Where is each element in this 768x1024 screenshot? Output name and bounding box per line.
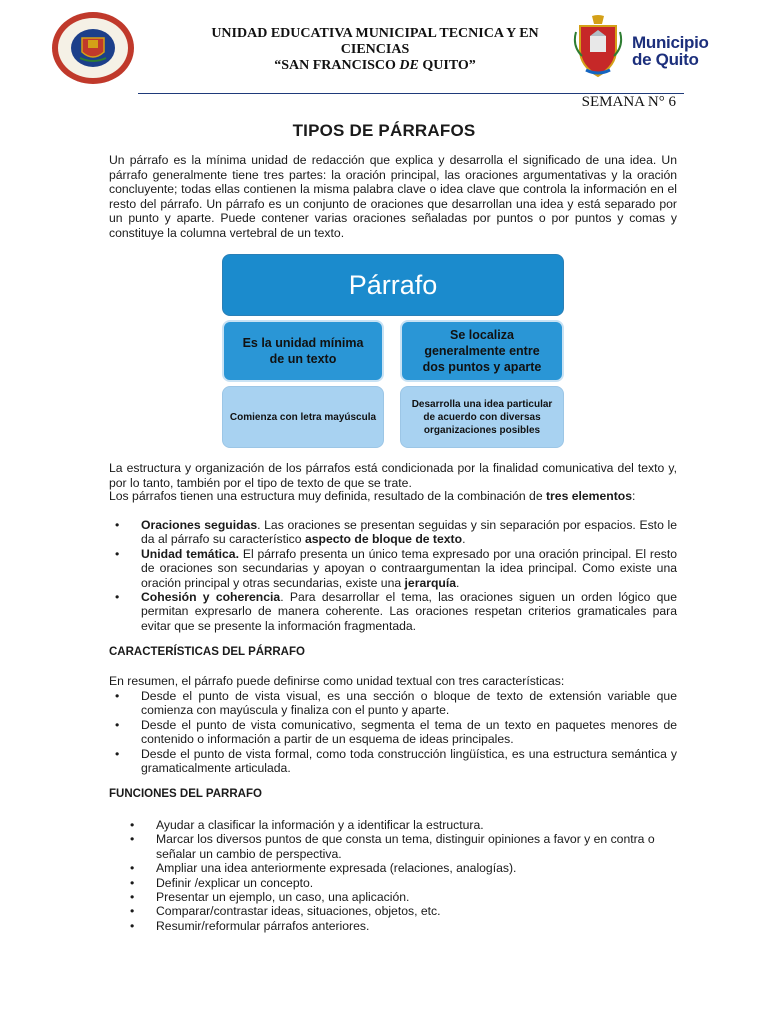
list-item: • Ampliar una idea anteriormente expresada (relaciones, analogías). [130,861,517,876]
characteristics-intro: En resumen, el párrafo puede definirse como unidad textual con tres características: [109,674,565,688]
elements-list [115,518,678,633]
diagram-box-location: Se localiza generalmente entre dos puntos y aparte [400,320,564,382]
list-item: • Unidad temática. El párrafo presenta un único tema expresado por una oración principal. El resto de oraciones son secundarias y apoyan o contraargumentan la idea principal. Como existe una oración principal y otras secundarias, existe una jerarquía. [115,546,678,590]
list-item: • Definir /explicar un concepto. [130,875,314,890]
list-item: • Resumir/reformular párrafos anteriores. [130,918,370,933]
school-name-line-2: CIENCIAS [340,42,410,57]
municipio-de-quito-logo: Municipio de Quito [632,33,709,69]
structure-paragraph: La estructura y organización de los párrafos está condicionada por la finalidad comunicativa del texto y, por lo tanto, también por el tipo de texto de que se trate. [109,461,677,490]
school-name-line-3: “SAN FRANCISCO DE QUITO” [274,58,476,73]
school-name-line-1: UNIDAD EDUCATIVA MUNICIPAL TECNICA Y EN [211,26,539,41]
diagram-box-unit: Es la unidad mínima de un texto [222,320,384,382]
list-item: • Desde el punto de vista visual, es una sección o bloque de texto de extensión variable que comienza con mayúscula y finaliza con el punto y aparte. [115,689,677,718]
paragraph-diagram [222,254,564,448]
list-item: • Marcar los diversos puntos de que consta un tema, distinguir opiniones a favor y en contra o señalar un cambio de perspectiva. [130,832,655,861]
week-label: SEMANA N° 6 [581,94,676,110]
functions-list [130,818,677,933]
structure-elements-line: Los párrafos tienen una estructura muy definida, resultado de la combinación de tres elementos: [109,489,636,503]
characteristics-list [115,689,677,776]
functions-heading: FUNCIONES DEL PARRAFO [109,788,262,800]
intro-paragraph: Un párrafo es la mínima unidad de redacción que explica y desarrolla el significado de una idea. Un párrafo generalmente tiene tres partes: la oración principal, las oraciones argumentativas y la oración concluyente; todas ellas contienen la misma palabra clave o idea clave que controla la información en el resto del párrafo. Un párrafo es un conjunto de oraciones que desarrollan una idea y está separado por un punto y aparte. Puede contener varias oraciones señaladas por puntos o por puntos y comas y constituye la columna vertebral de un texto. [109,153,677,240]
school-header [180,26,570,74]
diagram-title-box: Párrafo [222,254,564,316]
list-item: • Desde el punto de vista formal, como toda construcción lingüística, es una estructura semántica y gramaticalmente articulada. [115,746,677,776]
list-item: • Comparar/contrastar ideas, situaciones, objetos, etc. [130,904,441,919]
list-item: • Cohesión y coherencia. Para desarrollar el tema, las oraciones siguen un orden lógico que permitan expresarlo de manera coherente. Las oraciones respetan criterios gramaticales para evitar que se presente la información fragmentada. [115,590,677,633]
school-seal-logo [50,10,136,86]
page-title: TIPOS DE PÁRRAFOS [292,121,476,140]
list-item: • Presentar un ejemplo, un caso, una aplicación. [130,890,410,905]
quito-coat-of-arms-icon [572,14,624,78]
diagram-box-capital: Comienza con letra mayúscula [222,386,384,448]
diagram-box-develops: Desarrolla una idea particular de acuerdo con diversas organizaciones posibles [400,386,564,448]
characteristics-heading: CARACTERÍSTICAS DEL PÁRRAFO [109,646,305,658]
list-item: • Ayudar a clasificar la información y a identificar la estructura. [130,818,484,832]
list-item: • Desde el punto de vista comunicativo, segmenta el tema de un texto en paquetes menores de contenido o información a partir de un esquema de ideas principales. [115,717,677,747]
list-item: • Oraciones seguidas. Las oraciones se presentan seguidas y sin separación por espacios. Esto le da al párrafo su característico aspecto de bloque de texto. [115,518,677,547]
